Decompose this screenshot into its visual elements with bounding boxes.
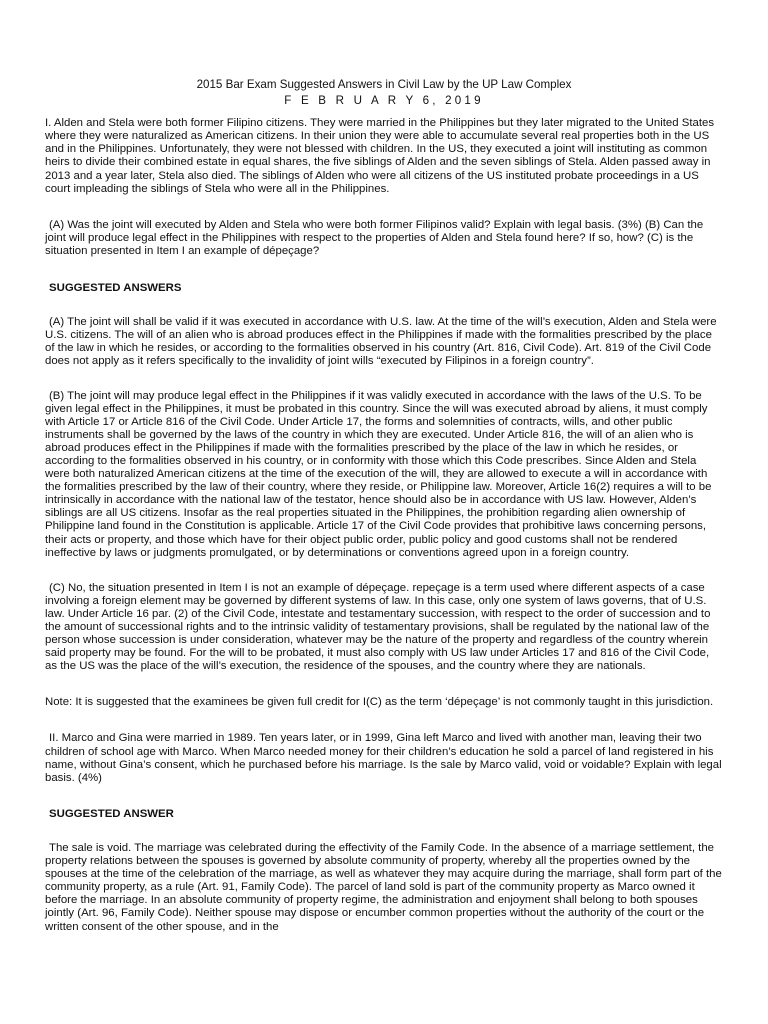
suggested-answers-heading: SUGGESTED ANSWERS: [49, 282, 182, 295]
answer-c: (C) No, the situation presented in Item I is not an example of dépeçage. repeçage is a term used where different aspects of a case involving a foreign element may be governed by different systems of law. In this case, only one system of laws governs, that of U.S. law. Under Article 16 par. (2) of the Civil Code, intestate and testamentary succession, with respect to the order of succession and to the amount of successional rights and to the intrinsic validity of testamentary provisions, shall be regulated by the national law of the person whose succession is under consideration, whatever may be the nature of the property and regardless of the country wherein said property may be found. For the will to be probated, it must also comply with US law under Articles 17 and 816 of the Civil Code, as the US was the place of the will’s execution, the residence of the spouses, and the country where they are nationals.: [45, 581, 711, 673]
answer-b: (B) The joint will may produce legal effect in the Philippines if it was validly executed in accordance with the laws of the U.S. To be given legal effect in the Philippines, it must be probated in this country. Since the will was executed abroad by aliens, it must comply with Article 17 or Article 816 of the Civil Code. Under Article 17, the forms and solemnities of contracts, wills, and other public instruments shall be governed by the laws of the country in which they are executed. Under Article 816, the will of an alien who is abroad produces effect in the Philippines if made with the formalities prescribed by the place of the law in which he resides, or according to the formalities observed in his country, or in conformity with those which this Code prescribes. Since Alden and Stela were both naturalized American citizens at the time of the execution of the will, they are allowed to execute a will in accordance with the formalities prescribed by the law of their country, where they reside, or Philippine law. Moreover, Article 16(2) requires a will to be intrinsically in accordance with the national law of the testator, hence should also be in accordance with US law. However, Alden’s siblings are all US citizens. Insofar as the real properties situated in the Philippines, the prohibition regarding alien ownership of Philippine land found in the Constitution is applicable. Article 17 of the Civil Code provides that prohibitive laws concerning persons, their acts or property, and those which have for their object public order, public policy and good customs shall not be rendered ineffective by laws or judgments promulgated, or by determinations or conventions agreed upon in a foreign country.: [45, 389, 712, 559]
note: Note: It is suggested that the examinees be given full credit for I(C) as the term ‘dépeçage’ is not commonly taught in this jurisdiction.: [45, 696, 714, 709]
document-date: F E B R U A R Y 6, 2019: [284, 94, 484, 108]
answer-2: The sale is void. The marriage was celebrated during the effectivity of the Family Code. In the absence of a marriage settlement, the property relations between the spouses is governed by absolute community of property, whereby all the properties owned by the spouses at the time of the celebration of the marriage, as well as whatever they may acquire during the marriage, shall form part of the community property, as a rule (Art. 91, Family Code). The parcel of land sold is part of the community property as Marco owned it before the marriage. In an absolute community of property regime, the administration and enjoyment shall belong to both spouses jointly (Art. 96, Family Code). Neither spouse may dispose or encumber common properties without the authority of the court or the written consent of the other spouse, and in the: [45, 841, 722, 933]
answer-a: (A) The joint will shall be valid if it was executed in accordance with U.S. law. At the time of the will’s execution, Alden and Stela were U.S. citizens. The will of an alien who is abroad produces effect in the Philippines if made with the formalities prescribed by the place of the law in which he resides, or according to the formalities observed in his country (Art. 816, Civil Code). Art. 819 of the Civil Code does not apply as it refers specifically to the invalidity of joint wills “executed by Filipinos in a foreign country”.: [45, 316, 717, 368]
question-2: II. Marco and Gina were married in 1989. Ten years later, or in 1999, Gina left Marco and lived with another man, leaving their two children of school age with Marco. When Marco needed money for their children’s education he sold a parcel of land registered in his name, without Gina’s consent, which he purchased before his marriage. Is the sale by Marco valid, void or voidable? Explain with legal basis. (4%): [45, 732, 722, 784]
suggested-answer-heading: SUGGESTED ANSWER: [49, 807, 174, 820]
question-1-subparts: (A) Was the joint will executed by Alden and Stela who were both former Filipinos valid? Explain with legal basis. (3%) (B) Can the joint will produce legal effect in the Philippines with respect to the properties of Alden and Stela found here? If so, how? (C) is the situation presented in Item I an example of dépeçage?: [45, 218, 704, 257]
question-1: I. Alden and Stela were both former Filipino citizens. They were married in the Philippines but they later migrated to the United States where they were naturalized as American citizens. In their union they were able to accumulate several real properties both in the US and in the Philippines. Unfortunately, they were not blessed with children. In the US, they executed a joint will instituting as common heirs to divide their combined estate in equal shares, the five siblings of Alden and the seven siblings of Stela. Alden passed away in 2013 and a year later, Stela also died. The siblings of Alden who were all citizens of the US instituted probate proceedings in a US court impleading the siblings of Stela who were all in the Philippines.: [45, 117, 715, 195]
document-title: 2015 Bar Exam Suggested Answers in Civil Law by the UP Law Complex: [196, 78, 572, 91]
